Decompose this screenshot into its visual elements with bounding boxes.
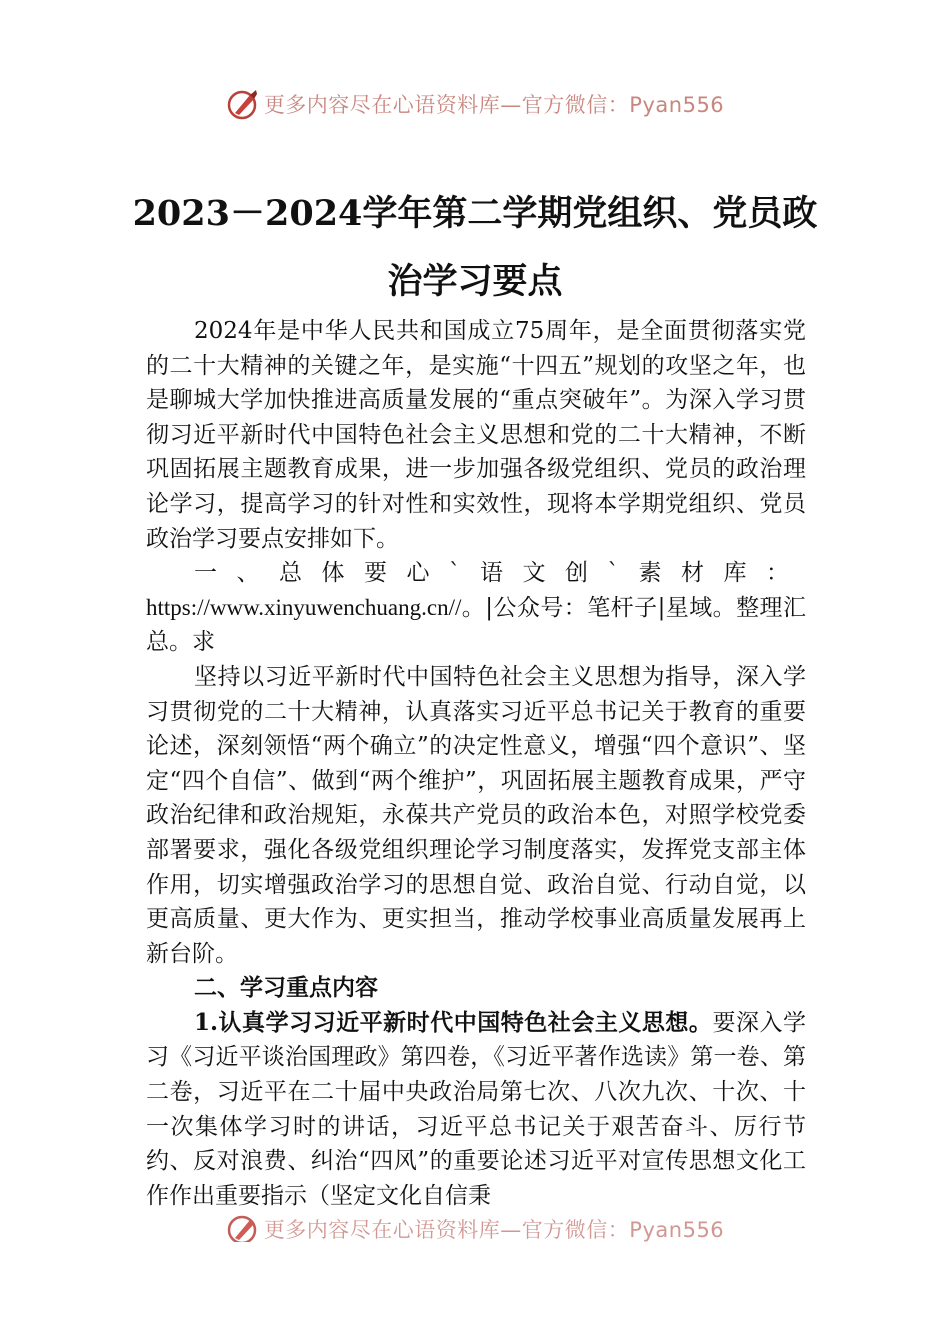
pen-nib-circle-icon <box>226 1212 260 1242</box>
watermark-text-bottom: 更多内容尽在心语资料库—官方微信：Pyan556 <box>263 1218 725 1242</box>
intro-paragraph: 2024年是中华人民共和国成立75周年，是全面贯彻落实党的二十大精神的关键之年，是实施“十四五”规划的攻坚之年，也是聊城大学加快推进高质量发展的“重点突破年”。为深入学习贯彻习近平新时代中国特色社会主义思想和党的二十大精神，不断巩固拓展主题教育成果，进一步加强各级党组织、党员的政治理论学习，提高学习的针对性和实效性，现将本学期党组织、党员政治学习要点安排如下。 <box>146 318 806 552</box>
document-body <box>146 314 806 1213</box>
watermark-banner-bottom <box>0 1204 950 1242</box>
section1-heading-tail: 。|公众号：笔杆子|星域。整理汇总。求 <box>146 594 806 656</box>
section2-item1-lead: 1.认真学习习近平新时代中国特色社会主义思想。 <box>194 1008 713 1036</box>
document-title-line-2: 治学习要点 <box>387 261 563 302</box>
section1-heading-text: 一、总体要心`语文创`素材库： <box>194 560 806 587</box>
section2-heading: 二、学习重点内容 <box>194 974 378 1002</box>
section1-heading <box>146 556 806 660</box>
watermark-text: 更多内容尽在心语资料库—官方微信：Pyan556 <box>263 93 725 117</box>
section1-url: https://www.xinyuwenchuang.cn// <box>146 594 462 620</box>
watermark-banner-top <box>0 84 950 124</box>
section2-item1-text: 要深入学习《习近平谈治国理政》第四卷，《习近平著作选读》第一卷、第二卷，习近平在二十届中央政治局第七次、八次九次、十次、十一次集体学习时的讲话，习近平总书记关于艰苦奋斗、厉行节约、反对浪费、纠治“四风”的重要论述习近平对宣传思想文化工作作出重要指示（坚定文化自信秉 <box>146 1009 806 1209</box>
section2-item1 <box>146 1006 806 1214</box>
document-title-line-1: 2023－2024学年第二学期党组织、党员政 <box>132 193 818 234</box>
pen-nib-circle-icon <box>226 87 260 121</box>
section1-paragraph: 坚持以习近平新时代中国特色社会主义思想为指导，深入学习贯彻党的二十大精神，认真落实习近平总书记关于教育的重要论述，深刻领悟“两个确立”的决定性意义，增强“四个意识”、坚定“四个自信”、做到“两个维护”，巩固拓展主题教育成果，严守政治纪律和政治规矩，永葆共产党员的政治本色，对照学校党委部署要求，强化各级党组织理论学习制度落实，发挥党支部主体作用，切实增强政治学习的思想自觉、政治自觉、行动自觉，以更高质量、更大作为、更实担当，推动学校事业高质量发展再上新台阶。 <box>146 663 806 967</box>
